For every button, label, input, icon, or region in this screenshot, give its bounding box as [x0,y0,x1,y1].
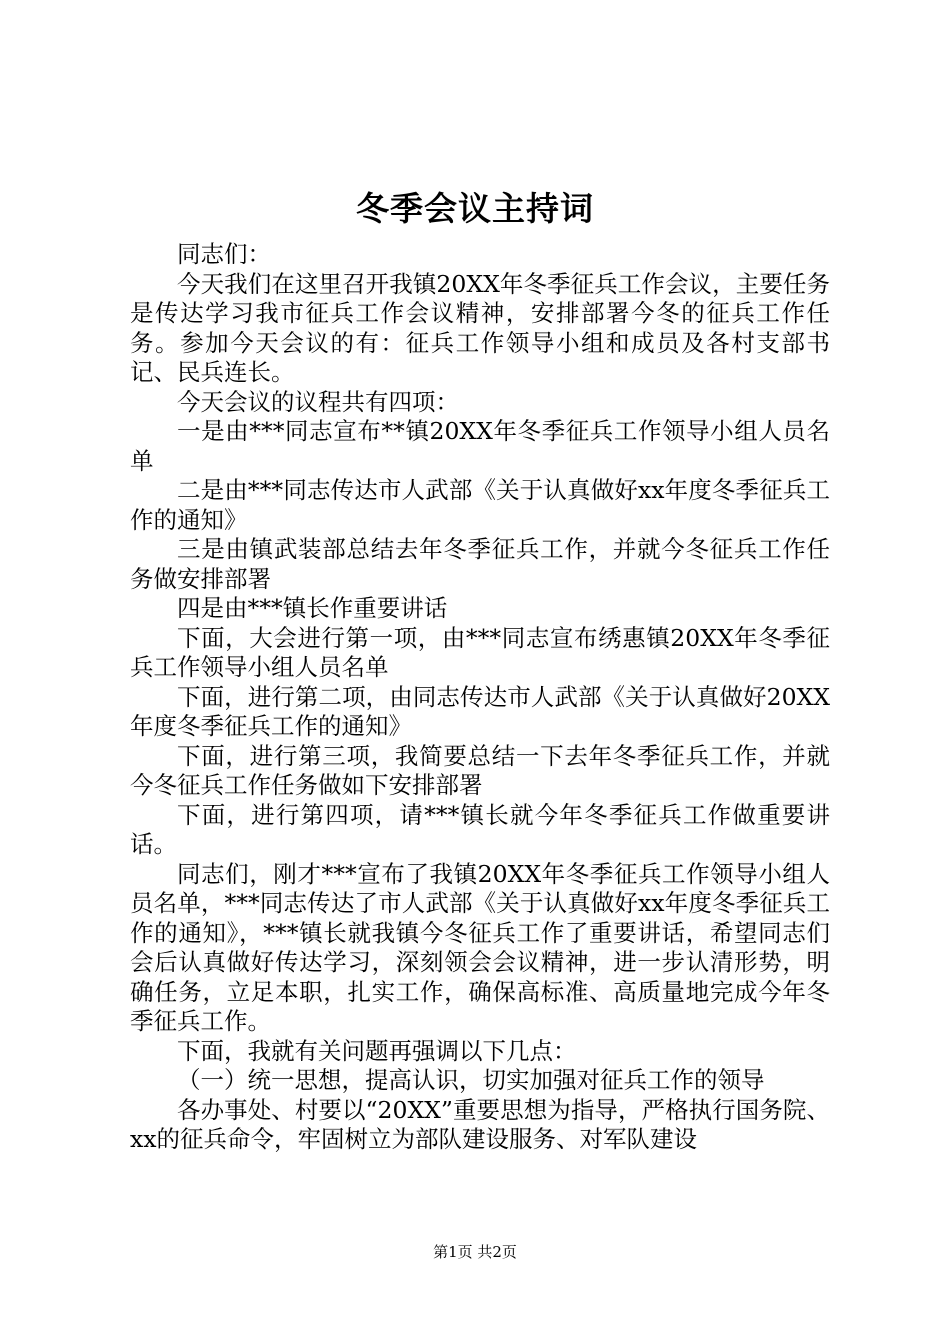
agenda-item: 一是由***同志宣布**镇20XX年冬季征兵工作领导小组人员名单 [130,417,830,475]
paragraph: 各办事处、村要以“20XX”重要思想为指导，严格执行国务院、xx的征兵命令，牢固树立为部队建设服务、对军队建设 [130,1095,830,1153]
agenda-item: 二是由***同志传达市人武部《关于认真做好xx年度冬季征兵工作的通知》 [130,476,830,534]
paragraph: 下面，大会进行第一项，由***同志宣布绣惠镇20XX年冬季征兵工作领导小组人员名单 [130,623,830,681]
paragraph: 下面，进行第四项，请***镇长就今年冬季征兵工作做重要讲话。 [130,800,830,858]
paragraph: 同志们，刚才***宣布了我镇20XX年冬季征兵工作领导小组人员名单，***同志传达了市人武部《关于认真做好xx年度冬季征兵工作的通知》，***镇长就我镇今冬征兵工作了重要讲话，希望同志们会后认真做好传达学习，深刻领会会议精神，进一步认清形势，明确任务，立足本职，扎实工作，确保高标准、高质量地完成今年冬季征兵工作。 [130,859,830,1035]
paragraph-greeting: 同志们： [177,240,271,268]
document-title: 冬季会议主持词 [356,189,594,228]
document-body [130,240,830,1155]
section-heading: （一）统一思想，提高认识，切实加强对征兵工作的领导 [177,1066,765,1094]
paragraph: 今天我们在这里召开我镇20XX年冬季征兵工作会议，主要任务是传达学习我市征兵工作会议精神，安排部署今冬的征兵工作任务。参加今天会议的有：征兵工作领导小组和成员及各村支部书记、民兵连长。 [130,269,830,386]
page-footer: 第1页 共2页 [433,1243,517,1261]
paragraph: 下面，进行第二项，由同志传达市人武部《关于认真做好20XX年度冬季征兵工作的通知》 [130,682,830,740]
agenda-item: 四是由***镇长作重要讲话 [177,594,448,622]
paragraph: 今天会议的议程共有四项： [177,387,459,416]
paragraph: 下面，我就有关问题再强调以下几点： [177,1036,577,1065]
agenda-item: 三是由镇武装部总结去年冬季征兵工作，并就今冬征兵工作任务做安排部署 [130,535,830,593]
paragraph: 下面，进行第三项，我简要总结一下去年冬季征兵工作，并就今冬征兵工作任务做如下安排部署 [130,741,830,799]
